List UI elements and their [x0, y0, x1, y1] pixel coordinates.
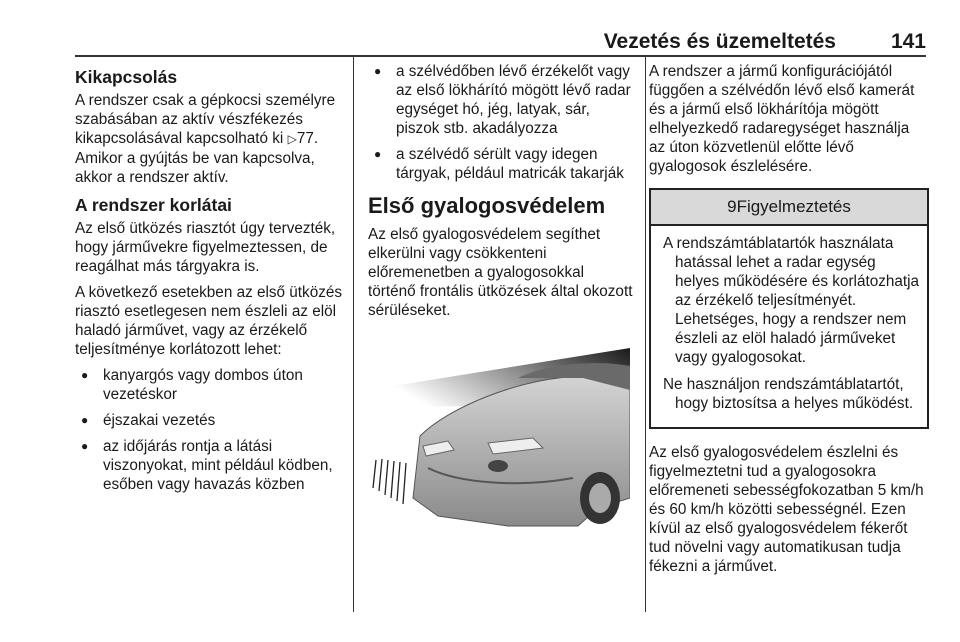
page-ref-link[interactable]: 77	[296, 130, 314, 147]
header-rule	[75, 55, 926, 57]
list-item: ● éjszakai vezetés	[75, 411, 347, 430]
paragraph-off-text-end: . Amikor a gyújtás be van kapcsolva, akkor a rendszer aktív.	[75, 130, 319, 186]
warning-paragraph: A rendszámtáblatartók használata hatással lehet a radar egység helyes működésére és korlátozhatja az érzékelő teljesítményét. Lehetséges, hogy a rendszer nem észleli az elöl haladó járműveket vagy gyalogosokat.	[663, 235, 920, 366]
column-1	[75, 62, 347, 501]
list-item: ● a szélvédőben lévő érzékelőt vagy az első lökhárító mögött lévő radar egységet hó, jég, latyak, sár, piszok stb. akadályozza	[368, 62, 634, 138]
page-ref-arrow-icon: ▷	[287, 132, 297, 146]
list-item: ● kanyargós vagy dombos úton vezetéskor	[75, 366, 347, 404]
paragraph-pedestrian: Az első gyalogosvédelem segíthet elkerülni vagy csökkenteni előremenetben a gyalogosokkal történő frontális ütközések által okozott sérüléseket.	[368, 226, 633, 319]
column-3	[649, 62, 929, 583]
paragraph-after: Az első gyalogosvédelem észlelni és figyelmeztetni tud a gyalogosokra előremeneti sebességfokozatban 5 km/h és 60 km/h közötti sebességnél. Ezen kívül az első gyalogosvédelem fékerőt tud növelni vagy automatikusan tudja fékezni a járművet.	[649, 444, 924, 575]
page-header	[0, 30, 926, 54]
heading-kikapcsolas: Kikapcsolás	[75, 67, 178, 87]
column-divider-1	[353, 57, 354, 612]
warning-body	[651, 226, 927, 427]
paragraph-off-text: A rendszer csak a gépkocsi személyre szabásában az aktív vészfékezés kikapcsolásával kapcsolható ki	[75, 92, 336, 147]
car-wheel-rim	[589, 483, 611, 513]
limits-list	[75, 366, 347, 494]
limits-list-continued	[368, 62, 634, 183]
paragraph-cases: A következő esetekben az első ütközés riasztó esetlegesen nem észleli az elöl haladó járművet, vagy az érzékelő teljesítménye korlátozott lehet:	[75, 284, 343, 358]
page-number: 141	[890, 30, 926, 53]
chapter-title: Vezetés és üzemeltetés	[603, 30, 836, 53]
warning-title: Figyelmeztetés	[736, 197, 851, 216]
car-radar-illustration	[368, 348, 630, 528]
warning-box	[649, 188, 929, 429]
column-divider-2	[645, 57, 646, 612]
car-illustration	[368, 348, 630, 528]
heading-limits: A rendszer korlátai	[75, 195, 232, 215]
list-item: ● a szélvédő sérült vagy idegen tárgyak, például matricák takarják	[368, 145, 634, 183]
warning-triangle-icon: 9	[727, 197, 737, 216]
column-2	[368, 62, 634, 528]
warning-paragraph: Ne használjon rendszámtáblatartót, hogy biztosítsa a helyes működést.	[663, 376, 914, 412]
paragraph-off	[75, 91, 347, 187]
car-logo-icon	[488, 460, 508, 472]
paragraph-limits: Az első ütközés riasztót úgy tervezték, hogy járművekre figyelmeztessen, de reagálhat más tárgyakra is.	[75, 220, 336, 275]
list-item: ● az időjárás rontja a látási viszonyokat, mint például ködben, esőben vagy havazás közben	[75, 437, 347, 494]
heading-pedestrian: Első gyalogosvédelem	[368, 193, 606, 218]
radar-waves	[373, 459, 406, 504]
warning-header	[651, 190, 927, 226]
paragraph-intro: A rendszer a jármű konfigurációjától függően a szélvédőn lévő első kamerát és a jármű első lökhárítója mögött elhelyezkedő radaregységet használja az úton közvetlenül előtte lévő gyalogosok észlelésére.	[649, 63, 915, 175]
